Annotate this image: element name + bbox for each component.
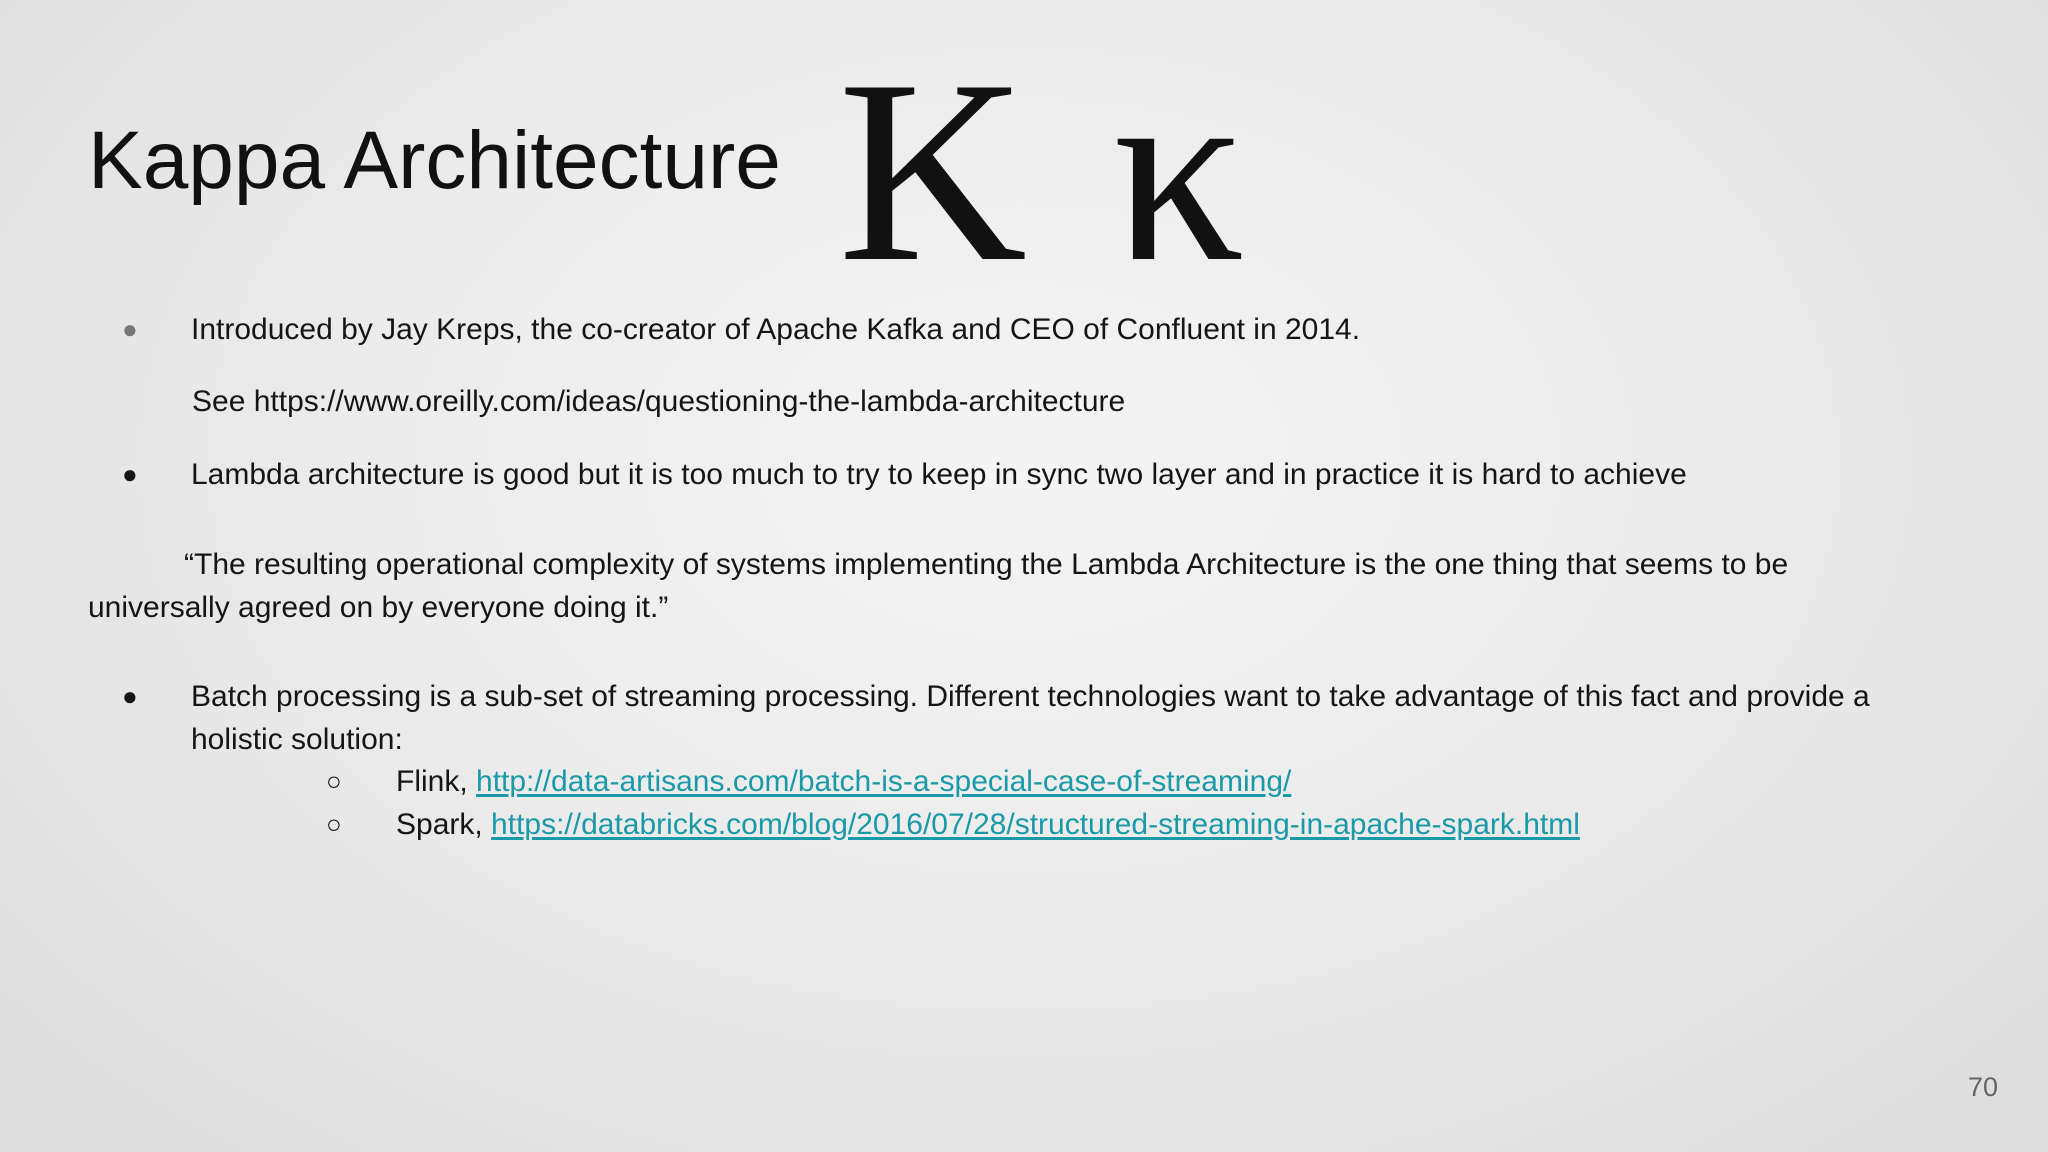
- sub-bullet-marker: ○: [326, 766, 342, 796]
- sub-item-flink: [396, 760, 1291, 803]
- page-number: 70: [1967, 1072, 1998, 1102]
- kappa-letters: [838, 26, 1255, 316]
- bullet-marker: ●: [122, 459, 138, 489]
- spark-label: Spark,: [396, 808, 492, 841]
- flink-label: Flink,: [396, 765, 477, 798]
- kappa-uppercase: Κ: [838, 26, 1038, 316]
- bullet-item-lambda: Lambda architecture is good but it is too much to try to keep in sync two layer and in practice it is hard to achieve: [191, 458, 1687, 491]
- spark-link[interactable]: https://databricks.com/blog/2016/07/28/structured-streaming-in-apache-spark.html: [491, 808, 1580, 841]
- bullet-marker: ●: [122, 314, 138, 344]
- sub-bullet-marker: ○: [326, 809, 342, 839]
- slide-title: Kappa Architecture: [88, 115, 781, 206]
- bullet-item-jay-kreps: Introduced by Jay Kreps, the co-creator of Apache Kafka and CEO of Confluent in 2014.: [191, 313, 1361, 346]
- sub-item-spark: [396, 803, 1580, 846]
- quote-line-2: universally agreed on by everyone doing it.”: [88, 591, 669, 624]
- see-reference-text: See https://www.oreilly.com/ideas/questioning-the-lambda-architecture: [192, 385, 1126, 418]
- bullet-item-batch-line-1: Batch processing is a sub-set of streaming processing. Different technologies want to take advantage of this fact and provide a: [191, 680, 1870, 713]
- quote-line-1: “The resulting operational complexity of systems implementing the Lambda Architecture is the one thing that seems to be: [184, 548, 1789, 581]
- flink-link[interactable]: http://data-artisans.com/batch-is-a-special-case-of-streaming/: [476, 765, 1292, 798]
- kappa-lowercase: κ: [1112, 26, 1255, 316]
- bullet-item-batch-line-2: holistic solution:: [191, 723, 403, 756]
- bullet-marker: ●: [122, 681, 138, 711]
